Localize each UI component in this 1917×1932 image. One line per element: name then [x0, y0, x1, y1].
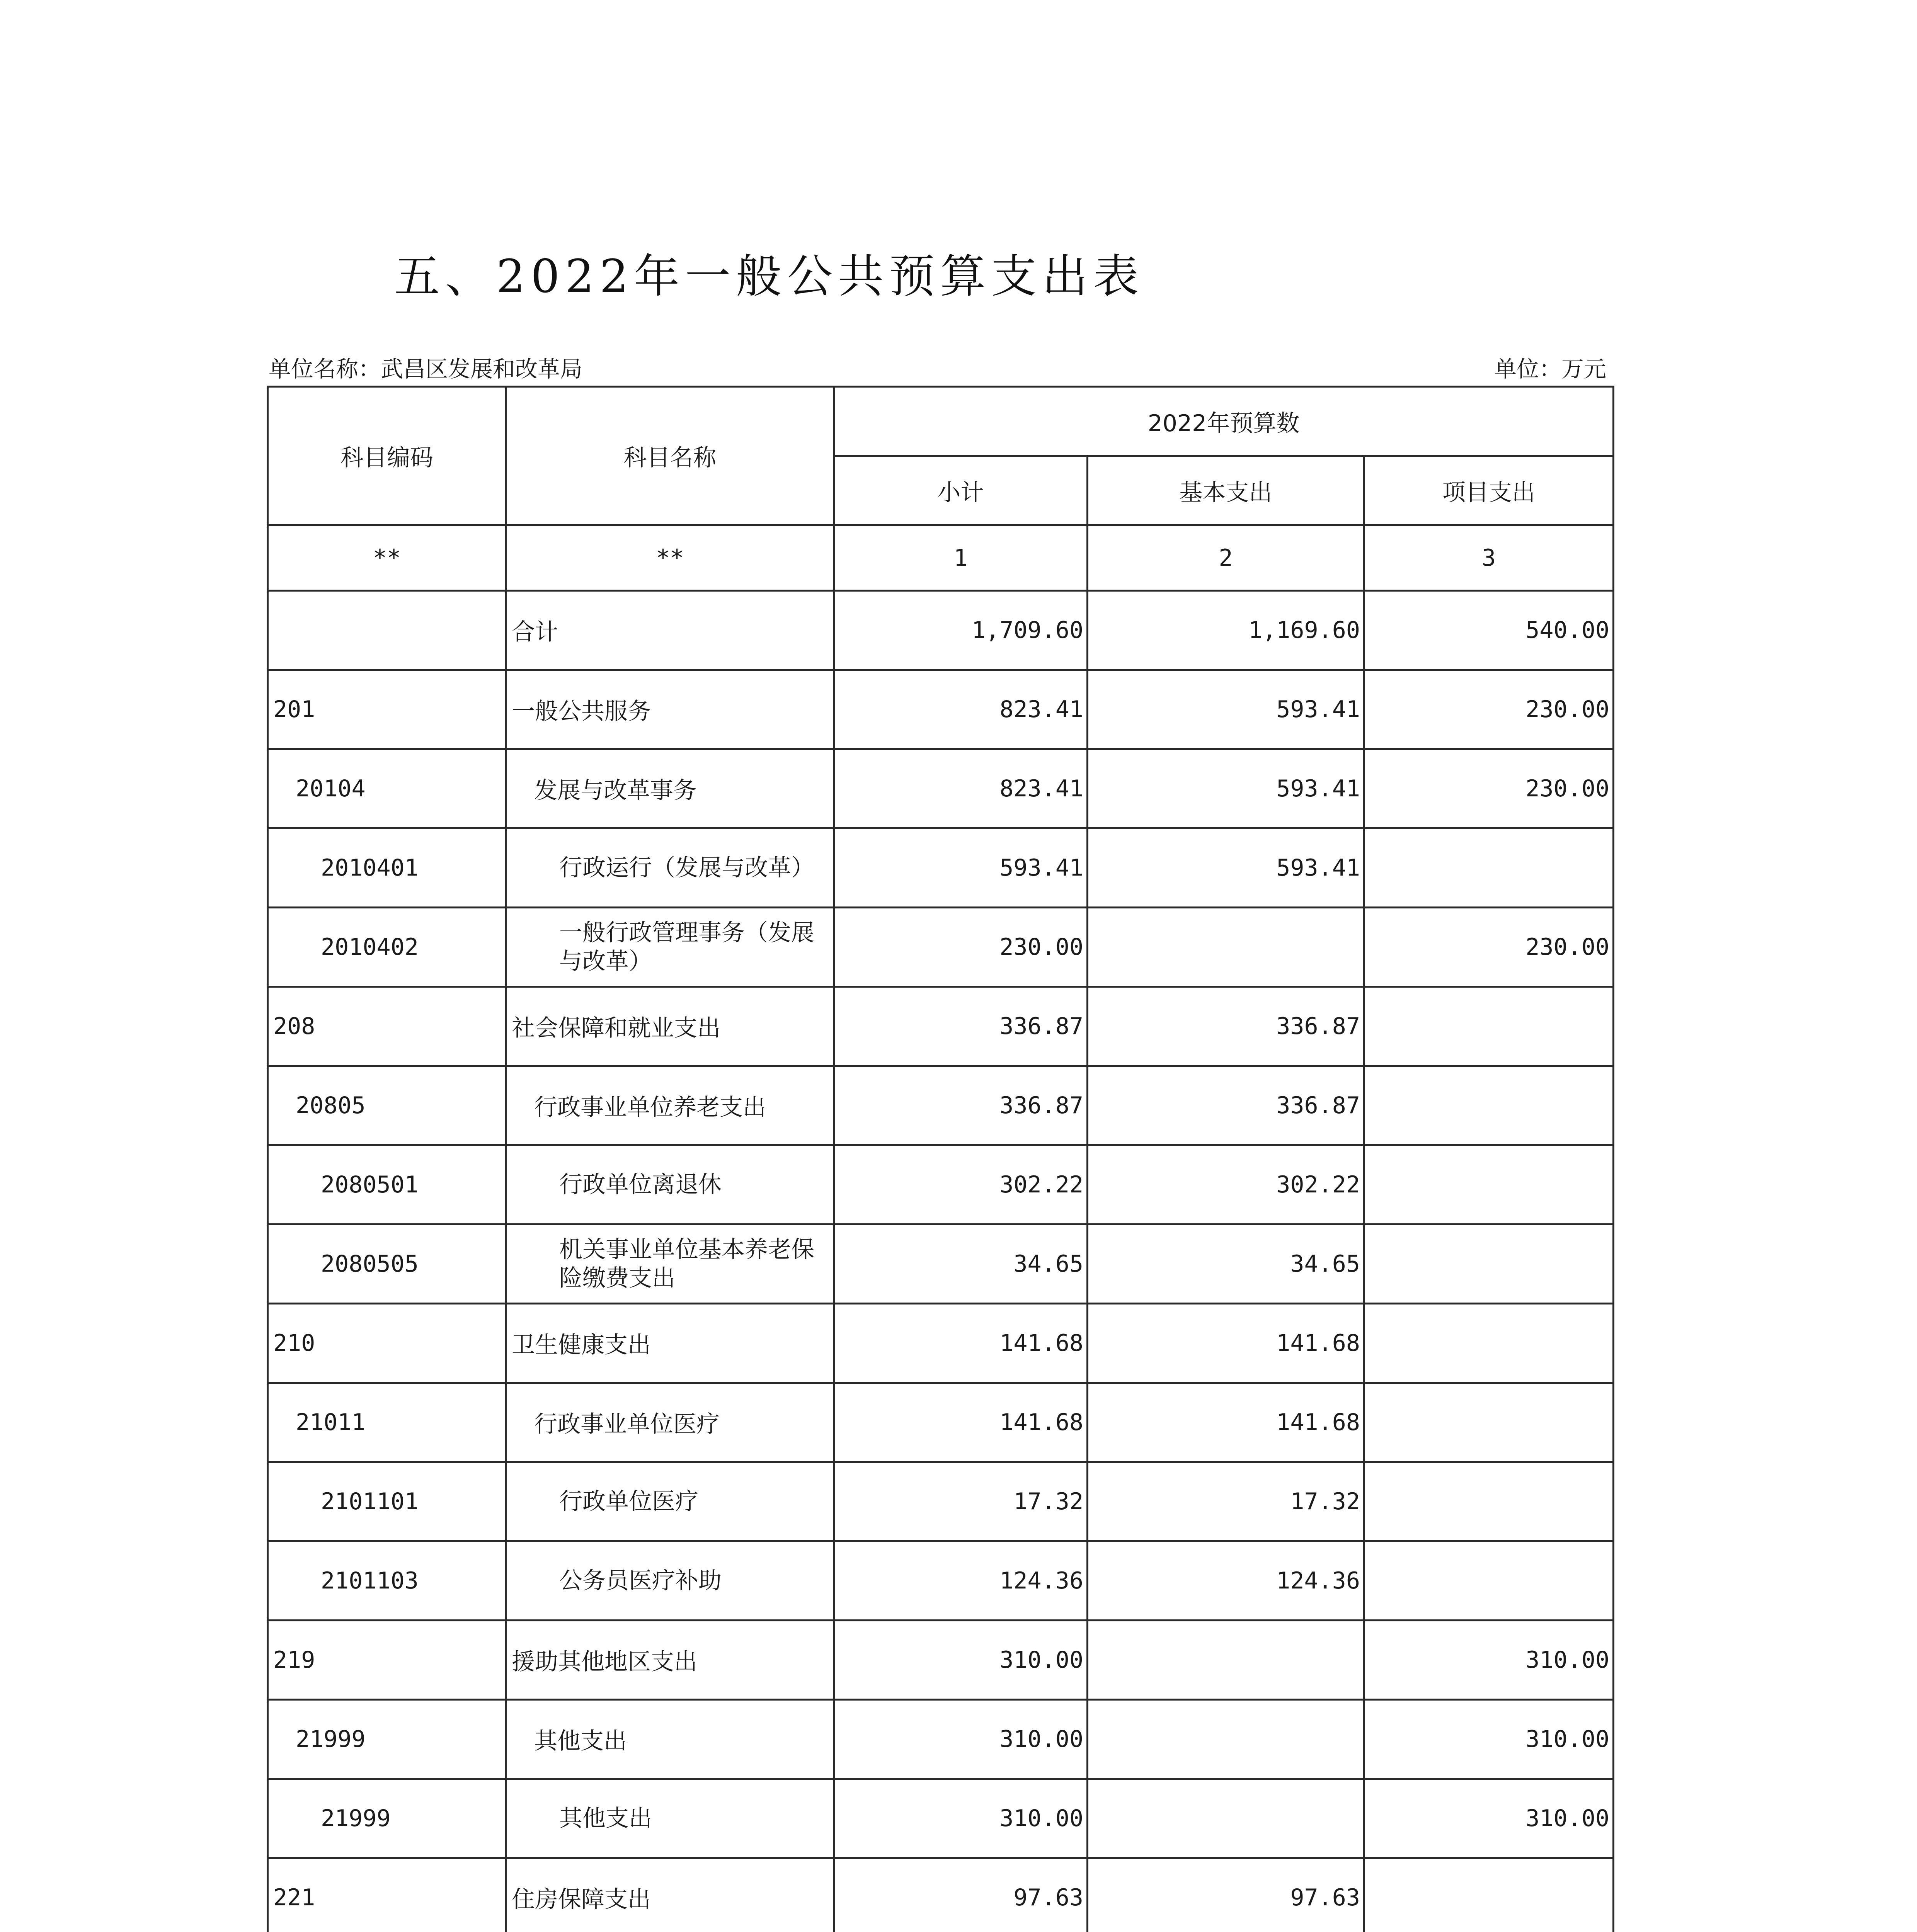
budget-table	[267, 386, 1614, 1932]
row-name: 行政运行（发展与改革）	[506, 828, 834, 908]
row-basic	[1088, 1779, 1364, 1858]
unit-label: 单位：万元	[1494, 356, 1607, 382]
row-code: 21999	[268, 1700, 506, 1779]
row-code: 221	[268, 1858, 506, 1932]
row-project	[1364, 1462, 1614, 1541]
row-project: 310.00	[1364, 1779, 1614, 1858]
row-subtotal: 336.87	[834, 987, 1088, 1066]
row-code: 2010401	[268, 828, 506, 908]
table-row	[268, 1462, 1614, 1541]
row-basic: 336.87	[1088, 1066, 1364, 1145]
table-row	[268, 908, 1614, 987]
row-subtotal: 17.32	[834, 1462, 1088, 1541]
table-row	[268, 1779, 1614, 1858]
row-code: 2101103	[268, 1541, 506, 1621]
row-project	[1364, 1304, 1614, 1383]
header-budget-group: 2022年预算数	[834, 387, 1614, 456]
row-basic	[1088, 908, 1364, 987]
row-project	[1364, 1383, 1614, 1462]
row-basic: 141.68	[1088, 1304, 1364, 1383]
row-name: 卫生健康支出	[506, 1304, 834, 1383]
row-subtotal: 310.00	[834, 1621, 1088, 1700]
header-basic: 基本支出	[1088, 456, 1364, 525]
row-subtotal: 336.87	[834, 1066, 1088, 1145]
index-basic: 2	[1088, 525, 1364, 591]
row-name: 行政事业单位医疗	[506, 1383, 834, 1462]
page-title: 五、2022年一般公共预算支出表	[394, 250, 1144, 303]
table-row	[268, 1700, 1614, 1779]
row-basic	[1088, 1621, 1364, 1700]
row-project	[1364, 1225, 1614, 1304]
row-subtotal: 230.00	[834, 908, 1088, 987]
table-row	[268, 1541, 1614, 1621]
row-project	[1364, 1541, 1614, 1621]
row-name: 其他支出	[506, 1700, 834, 1779]
row-code: 21999	[268, 1779, 506, 1858]
row-name: 发展与改革事务	[506, 749, 834, 828]
row-basic: 97.63	[1088, 1858, 1364, 1932]
row-basic: 34.65	[1088, 1225, 1364, 1304]
table-row	[268, 987, 1614, 1066]
row-name: 援助其他地区支出	[506, 1621, 834, 1700]
row-name: 合计	[506, 591, 834, 670]
row-basic: 336.87	[1088, 987, 1364, 1066]
table-row	[268, 670, 1614, 749]
row-subtotal: 97.63	[834, 1858, 1088, 1932]
row-subtotal: 141.68	[834, 1304, 1088, 1383]
table-row	[268, 1858, 1614, 1932]
header-name: 科目名称	[506, 387, 834, 525]
table-row	[268, 591, 1614, 670]
row-subtotal: 124.36	[834, 1541, 1088, 1621]
row-subtotal: 310.00	[834, 1779, 1088, 1858]
row-basic: 593.41	[1088, 828, 1364, 908]
row-name: 一般行政管理事务（发展与改革）	[506, 908, 834, 987]
row-code: 2101101	[268, 1462, 506, 1541]
row-project: 230.00	[1364, 670, 1614, 749]
table-row	[268, 749, 1614, 828]
row-code: 2010402	[268, 908, 506, 987]
table-row	[268, 828, 1614, 908]
row-subtotal: 310.00	[834, 1700, 1088, 1779]
row-basic: 1,169.60	[1088, 591, 1364, 670]
row-project: 230.00	[1364, 749, 1614, 828]
index-code: **	[268, 525, 506, 591]
row-project: 310.00	[1364, 1700, 1614, 1779]
table-row	[268, 1145, 1614, 1225]
row-basic: 124.36	[1088, 1541, 1364, 1621]
table-row	[268, 1066, 1614, 1145]
row-subtotal: 302.22	[834, 1145, 1088, 1225]
row-name: 公务员医疗补助	[506, 1541, 834, 1621]
row-subtotal: 823.41	[834, 749, 1088, 828]
table-row	[268, 1225, 1614, 1304]
row-name: 社会保障和就业支出	[506, 987, 834, 1066]
row-code: 2080501	[268, 1145, 506, 1225]
table-body	[268, 591, 1614, 1932]
row-basic	[1088, 1700, 1364, 1779]
row-basic: 593.41	[1088, 670, 1364, 749]
row-name: 机关事业单位基本养老保险缴费支出	[506, 1225, 834, 1304]
row-name: 行政事业单位养老支出	[506, 1066, 834, 1145]
index-project: 3	[1364, 525, 1614, 591]
row-project	[1364, 1145, 1614, 1225]
row-subtotal: 34.65	[834, 1225, 1088, 1304]
index-subtotal: 1	[834, 525, 1088, 591]
row-code: 20104	[268, 749, 506, 828]
row-project: 310.00	[1364, 1621, 1614, 1700]
row-code: 201	[268, 670, 506, 749]
row-name: 行政单位离退休	[506, 1145, 834, 1225]
row-project	[1364, 1858, 1614, 1932]
row-basic: 593.41	[1088, 749, 1364, 828]
index-name: **	[506, 525, 834, 591]
row-code: 219	[268, 1621, 506, 1700]
row-subtotal: 1,709.60	[834, 591, 1088, 670]
header-code: 科目编码	[268, 387, 506, 525]
row-subtotal: 823.41	[834, 670, 1088, 749]
row-project	[1364, 828, 1614, 908]
table-header	[268, 387, 1614, 591]
row-project	[1364, 987, 1614, 1066]
row-code: 2080505	[268, 1225, 506, 1304]
row-name: 住房保障支出	[506, 1858, 834, 1932]
row-project	[1364, 1066, 1614, 1145]
row-basic: 302.22	[1088, 1145, 1364, 1225]
row-code	[268, 591, 506, 670]
table-row	[268, 1304, 1614, 1383]
row-basic: 141.68	[1088, 1383, 1364, 1462]
row-project: 540.00	[1364, 591, 1614, 670]
unit-name-label: 单位名称：武昌区发展和改革局	[269, 356, 583, 382]
header-project: 项目支出	[1364, 456, 1614, 525]
table-row	[268, 1383, 1614, 1462]
row-subtotal: 141.68	[834, 1383, 1088, 1462]
row-code: 20805	[268, 1066, 506, 1145]
row-subtotal: 593.41	[834, 828, 1088, 908]
row-code: 21011	[268, 1383, 506, 1462]
row-name: 一般公共服务	[506, 670, 834, 749]
table-row	[268, 1621, 1614, 1700]
row-project: 230.00	[1364, 908, 1614, 987]
index-row	[268, 525, 1614, 591]
row-name: 其他支出	[506, 1779, 834, 1858]
header-subtotal: 小计	[834, 456, 1088, 525]
row-code: 210	[268, 1304, 506, 1383]
row-code: 208	[268, 987, 506, 1066]
row-name: 行政单位医疗	[506, 1462, 834, 1541]
row-basic: 17.32	[1088, 1462, 1364, 1541]
